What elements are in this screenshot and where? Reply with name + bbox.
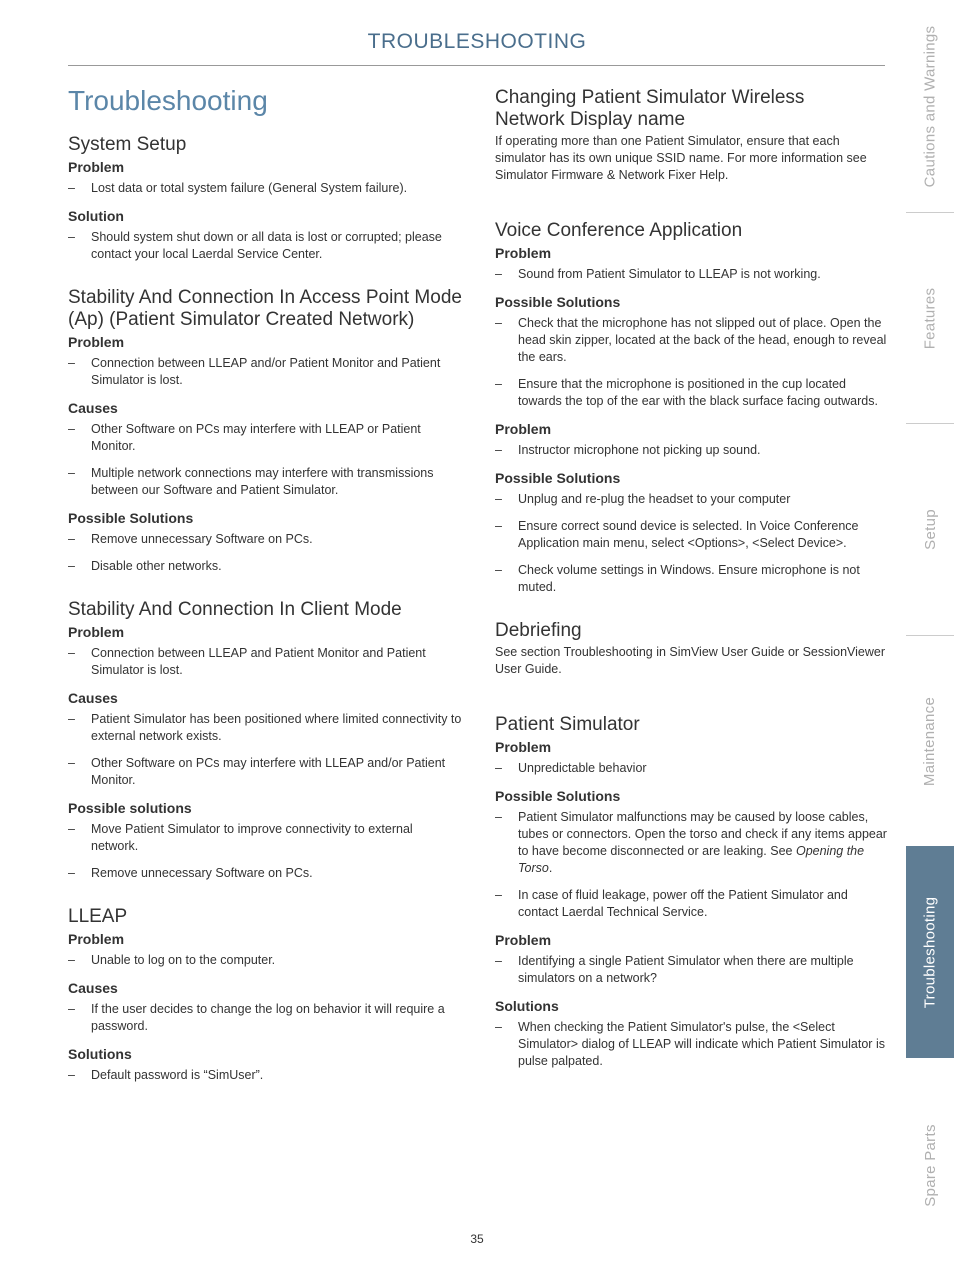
list-item xyxy=(495,809,887,877)
section-client-mode xyxy=(68,599,463,882)
solutions-label: Solutions xyxy=(68,1046,132,1062)
list-item: – Default password is “SimUser”. xyxy=(68,1067,463,1084)
section-ap-mode xyxy=(68,287,463,575)
list-item: – Remove unnecessary Software on PCs. xyxy=(68,865,463,882)
list-item: – Ensure that the microphone is positioned in the cup located towards the top of the ear with the black surface facing outwards. xyxy=(495,376,887,410)
list-item: – Identifying a single Patient Simulator when there are multiple simulators on a network? xyxy=(495,953,887,987)
list-item: – Unable to log on to the computer. xyxy=(68,952,463,969)
solutions-list xyxy=(68,821,463,882)
section-text: See section Troubleshooting in SimView User Guide or SessionViewer User Guide. xyxy=(495,645,886,676)
section-title: Stability And Connection In Client Mode xyxy=(68,599,402,620)
sidebar-tab-label: Troubleshooting xyxy=(921,896,939,1008)
problem-label: Problem xyxy=(495,932,552,948)
list-item: – Move Patient Simulator to improve connectivity to external network. xyxy=(68,821,463,855)
header-rule xyxy=(68,65,885,66)
solutions-label: Possible Solutions xyxy=(495,788,621,804)
solutions-list xyxy=(68,1067,463,1084)
sidebar-tab-label: Cautions and Warnings xyxy=(921,25,939,187)
list-item: – If the user decides to change the log on behavior it will require a password. xyxy=(68,1001,463,1035)
solutions-label: Possible Solutions xyxy=(495,470,621,486)
solutions-list xyxy=(495,315,887,410)
solutions-label: Possible Solutions xyxy=(495,294,621,310)
section-title xyxy=(495,87,887,131)
left-column xyxy=(68,84,463,1108)
section-system-setup xyxy=(68,134,463,263)
causes-list xyxy=(68,711,463,789)
problem-list xyxy=(495,442,887,459)
solutions-list xyxy=(495,809,887,921)
solution-label: Solution xyxy=(68,208,124,224)
problem-label: Problem xyxy=(68,334,125,350)
list-item: – Connection between LLEAP and/or Patient Monitor and Patient Simulator is lost. xyxy=(68,355,463,389)
list-item: – Remove unnecessary Software on PCs. xyxy=(68,531,463,548)
page-title: Troubleshooting xyxy=(68,85,268,116)
list-item: – Sound from Patient Simulator to LLEAP is not working. xyxy=(495,266,887,283)
solutions-label: Possible Solutions xyxy=(68,510,194,526)
problem-label: Problem xyxy=(495,245,552,261)
cross-reference-link[interactable]: Opening the Torso xyxy=(518,844,865,875)
list-item: – When checking the Patient Simulator's pulse, the <Select Simulator> dialog of LLEAP will indicate which Patient Simulator is pulse palpated. xyxy=(495,1019,887,1070)
sidebar-tab-setup[interactable] xyxy=(906,424,954,635)
causes-label: Causes xyxy=(68,690,118,706)
sidebar-tab-label: Setup xyxy=(921,509,939,550)
solution-text: Patient Simulator malfunctions may be caused by loose cables, tubes or connectors. Open the torso and check if any items appear to have become disconnected or are leaking. See xyxy=(518,810,887,858)
list-item: – Check volume settings in Windows. Ensure microphone is not muted. xyxy=(495,562,887,596)
problem-list xyxy=(68,645,463,679)
problem-list xyxy=(495,953,887,987)
problem-label: Problem xyxy=(68,624,125,640)
list-item: – Disable other networks. xyxy=(68,558,463,575)
list-item: – Other Software on PCs may interfere with LLEAP or Patient Monitor. xyxy=(68,421,463,455)
list-item: – Connection between LLEAP and Patient Monitor and Patient Simulator is lost. xyxy=(68,645,463,679)
section-title: LLEAP xyxy=(68,906,128,927)
list-item: – Should system shut down or all data is lost or corrupted; please contact your local Laerdal Service Center. xyxy=(68,229,463,263)
solution-text-end: . xyxy=(548,861,553,875)
problem-list xyxy=(495,266,887,283)
problem-list xyxy=(68,952,463,969)
section-debriefing xyxy=(495,620,887,678)
section-title: System Setup xyxy=(68,134,187,155)
solutions-label: Possible solutions xyxy=(68,800,192,816)
list-item: – Multiple network connections may interfere with transmissions between our Software and Patient Simulator. xyxy=(68,465,463,499)
list-item: – Lost data or total system failure (General System failure). xyxy=(68,180,463,197)
section-wireless xyxy=(495,87,887,184)
section-lleap xyxy=(68,906,463,1084)
sidebar-tab-maintenance[interactable] xyxy=(906,636,954,846)
title-line-1: Changing Patient Simulator Wireless xyxy=(495,87,805,108)
sidebar-tab-label: Spare Parts xyxy=(921,1123,939,1207)
problem-label: Problem xyxy=(68,159,125,175)
list-item: – Instructor microphone not picking up sound. xyxy=(495,442,887,459)
sidebar-tab-features[interactable] xyxy=(906,213,954,423)
sidebar-tab-cautions[interactable] xyxy=(906,0,954,212)
sidebar-tab-label: Features xyxy=(921,287,939,349)
problem-label: Problem xyxy=(495,421,552,437)
sidebar-tab-troubleshooting[interactable] xyxy=(906,846,954,1058)
header-title: TROUBLESHOOTING xyxy=(367,30,587,53)
sidebar-tab-label: Maintenance xyxy=(921,696,939,786)
problem-label: Problem xyxy=(68,931,125,947)
problem-list xyxy=(68,180,463,197)
section-voice-conference xyxy=(495,220,887,596)
section-patient-simulator xyxy=(495,714,887,1070)
list-item: – Patient Simulator has been positioned where limited connectivity to external network exists. xyxy=(68,711,463,745)
list-item: – Unpredictable behavior xyxy=(495,760,887,777)
list-item: – Ensure correct sound device is selected. In Voice Conference Application main menu, select <Options>, <Select Device>. xyxy=(495,518,887,552)
solutions-list xyxy=(68,531,463,575)
causes-list xyxy=(68,1001,463,1035)
chapter-sidebar xyxy=(906,0,954,1272)
problem-list xyxy=(68,355,463,389)
causes-label: Causes xyxy=(68,400,118,416)
list-item: – In case of fluid leakage, power off the Patient Simulator and contact Laerdal Technical Service. xyxy=(495,887,887,921)
causes-label: Causes xyxy=(68,980,118,996)
list-item: – Unplug and re-plug the headset to your computer xyxy=(495,491,887,508)
solution-list xyxy=(68,229,463,263)
list-item: – Check that the microphone has not slipped out of place. Open the head skin zipper, located at the back of the head, enough to reveal the ears. xyxy=(495,315,887,366)
solutions-list xyxy=(495,491,887,596)
section-title: Debriefing xyxy=(495,620,582,641)
section-title: Voice Conference Application xyxy=(495,220,743,241)
page-number: 35 xyxy=(470,1232,484,1246)
problem-label: Problem xyxy=(495,739,552,755)
causes-list xyxy=(68,421,463,499)
section-title: Patient Simulator xyxy=(495,714,640,735)
problem-list xyxy=(495,760,887,777)
section-text: If operating more than one Patient Simulator, ensure that each simulator has its own unique SSID name. For more information see Simulator Firmware & Network Fixer Help. xyxy=(495,134,867,182)
list-item: – Other Software on PCs may interfere with LLEAP and/or Patient Monitor. xyxy=(68,755,463,789)
right-column xyxy=(495,84,887,1094)
section-title: Stability And Connection In Access Point Mode (Ap) (Patient Simulator Created Network) xyxy=(68,287,462,330)
title-line-2: Network Display name xyxy=(495,109,686,130)
solutions-label: Solutions xyxy=(495,998,559,1014)
solutions-list xyxy=(495,1019,887,1070)
